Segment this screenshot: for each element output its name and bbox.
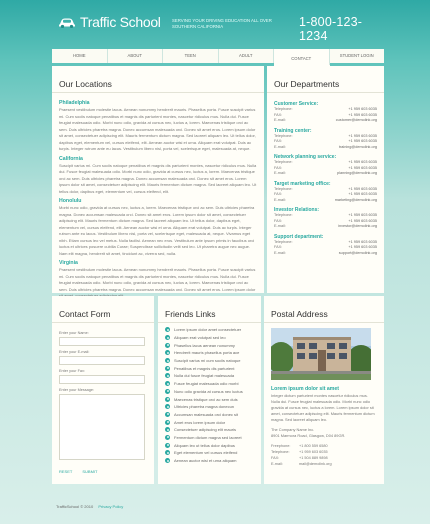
location-name[interactable]: Honolulu	[59, 198, 82, 204]
department-name: Network planning service:	[274, 154, 337, 160]
friend-link-text[interactable]: Lorem ipsum dolor amet consectetuer	[174, 327, 242, 333]
department-email-row	[274, 251, 377, 257]
reset-button[interactable]: RESET	[59, 469, 73, 474]
department-telephone-label: Telephone:	[274, 160, 293, 164]
department-email-label: E-mail:	[274, 171, 286, 175]
department-telephone-value: +1 959 603 6035	[348, 213, 377, 217]
copyright: TrafficSchool © 2010	[56, 504, 94, 509]
friend-link-item[interactable]	[165, 434, 254, 442]
nav-student-login[interactable]: STUDENT LOGIN	[330, 49, 385, 63]
nav-teen[interactable]: TEEN	[163, 49, 219, 63]
logo-text: Traffic School	[80, 14, 161, 30]
friend-link-text[interactable]: Aliquam leo ut tellus dolor dapibus	[174, 442, 235, 448]
department-name: Support department:	[274, 233, 324, 240]
department-email-label: E-mail:	[274, 224, 286, 228]
department-email-value[interactable]: support@demolink.org	[338, 250, 377, 255]
submit-button[interactable]: SUBMIT	[82, 469, 98, 474]
bullet-icon	[165, 450, 170, 455]
car-icon	[58, 17, 76, 28]
friends-links-title: Friends Links	[158, 296, 261, 323]
department-fax-value: +1 959 603 6035	[348, 112, 377, 117]
name-input[interactable]	[59, 337, 145, 346]
location-name[interactable]: Virginia	[59, 260, 78, 266]
department-email-value[interactable]: investor@demolink.org	[338, 224, 377, 228]
bullet-icon	[165, 435, 170, 440]
department-fax-value: +1 959 603 6035	[348, 245, 377, 249]
friend-link-item[interactable]	[165, 403, 254, 411]
friend-link-text[interactable]: Amet eros lorem ipsum dolor	[174, 419, 226, 425]
department-fax-value: +1 959 603 6035	[348, 218, 377, 223]
location-text: Suscipit varius mi. Cum sociis natoque penatibus et magnis dis parturient montes, nascetur ridiculus mus. Nulla dui. Fusce feugiat malesuada odio. Morbi nunc odio, gravida at cursus nec, luctus a, lorem. Maecenas tristique orci ac sem. Duis ultricies pharetra magna. Donec accumsan malesuada orci. Donec sit amet eros. Lorem ipsum dolor sit amet, consectetuer adipiscing elit. Mauris fermentum dictum magna. Sed laoreet aliquam leo. Ut tellus dolor, dapibus eget, elementum vel, cursus eleifend, elit.	[59, 162, 257, 194]
postal-contact-value: +1 504 889 9898	[299, 456, 328, 460]
postal-address: The Company Name Inc. 8901 Marmora Road, Glasgow, D04 89GR.	[271, 427, 346, 438]
postal-heading: Lorem ipsum dolor sit amet	[271, 386, 340, 392]
friend-link-item[interactable]	[165, 449, 254, 457]
friend-link-item[interactable]	[165, 349, 254, 357]
department-email-value[interactable]: training@demolink.org	[338, 144, 377, 149]
bullet-icon	[165, 327, 170, 332]
department-fax-label: FAX:	[274, 165, 283, 170]
department-email-label: E-mail:	[274, 197, 286, 202]
location-name[interactable]: California	[59, 155, 83, 162]
message-label: Enter your Message:	[59, 388, 95, 392]
friend-link-text[interactable]: Aliquam erat volutpat sed leo	[174, 335, 226, 341]
friend-link-text[interactable]: Nulla dui fusce feugiat malesuada	[174, 373, 235, 379]
friends-links-panel	[158, 296, 261, 484]
privacy-policy-link[interactable]: Privacy Policy	[98, 504, 124, 509]
bullet-icon	[165, 335, 170, 340]
nav-adult[interactable]: ADULT	[219, 49, 275, 63]
friend-link-item[interactable]	[165, 326, 254, 334]
department-telephone-value: +1 959 603 6035	[348, 133, 377, 138]
nav-about[interactable]: ABOUT	[108, 49, 164, 63]
locations-panel	[52, 66, 264, 293]
friend-link-text[interactable]: Ultricies pharetra magna donecun	[174, 404, 235, 410]
name-label: Enter your Name:	[59, 331, 89, 335]
department-email-value[interactable]: marketing@demolink.org	[334, 197, 377, 202]
department-telephone-label: Telephone:	[274, 107, 293, 111]
department-email-label: E-mail:	[274, 250, 286, 255]
departments-panel	[267, 66, 384, 293]
department-telephone-label: Telephone:	[274, 239, 293, 244]
postal-text: Integer dictum parturient montes nascetur ridiculus mus. Nulla dui. Fusce feugiat malesuada odio. Morbi nunc odio gravida at cursus nec, luctus a lorem. Lorem ipsum dolor sit amet, consectetuer adipiscing elit. Mauris fermentum dictum magna. Sed laoreet aliquam leo.	[271, 393, 375, 422]
postal-address-panel	[264, 296, 384, 484]
bullet-icon	[165, 343, 170, 348]
friend-link-text[interactable]: Fermentum dictum magna sed laoreet	[174, 434, 242, 440]
department-email-row	[274, 198, 377, 204]
friend-link-item[interactable]	[165, 334, 254, 342]
location-name[interactable]: Philadelphia	[59, 100, 90, 106]
department-fax-label: FAX:	[274, 218, 283, 223]
locations-title: Our Locations	[52, 66, 264, 93]
department-name: Training center:	[274, 127, 312, 134]
postal-contact-value: +1 800 559 6580	[299, 444, 328, 448]
department-fax-label: FAX:	[274, 112, 283, 117]
friend-link-item[interactable]	[165, 364, 254, 372]
logo[interactable]	[58, 14, 161, 30]
bullet-icon	[165, 397, 170, 402]
friend-link-item[interactable]	[165, 441, 254, 449]
postal-contact-value: mail@demolink.org	[299, 462, 332, 466]
postal-contact-label: Telephone:	[271, 450, 290, 454]
message-textarea[interactable]	[59, 394, 145, 460]
friend-link-text[interactable]: Nunc odio gravida at cursus nec luctus	[174, 388, 243, 394]
friend-link-text[interactable]: Consectetuer adipiscing elit mauris	[174, 427, 237, 433]
bullet-icon	[165, 427, 170, 432]
header-phone: 1-800-123-1234	[299, 15, 363, 43]
bullet-icon	[165, 381, 170, 386]
friend-link-text[interactable]: Penatibus et magnis dis parturient	[174, 365, 235, 371]
email-input[interactable]	[59, 356, 145, 365]
department-fax-label: FAX:	[274, 139, 283, 143]
friend-link-item[interactable]	[165, 426, 254, 434]
postal-contact-label: Freephone:	[271, 444, 291, 448]
department-name: Target marketing office:	[274, 180, 331, 187]
bullet-icon	[165, 443, 170, 448]
department-telephone-label: Telephone:	[274, 133, 293, 138]
departments-title: Our Departments	[267, 66, 384, 93]
department-email-row	[274, 118, 377, 124]
friend-link-text[interactable]: Accumsan malesuada orci donec sit	[174, 411, 239, 417]
friend-link-text[interactable]: Hendrerit mauris phasellus porta ace	[174, 350, 240, 356]
department-email-label: E-mail:	[274, 144, 286, 149]
bullet-icon	[165, 420, 170, 425]
postal-contact-label: E-mail:	[271, 462, 283, 466]
location-text: Morbi nunc odio, gravida at cursus nec, luctus a, lorem. Maecenas tristique orci ac sem. Duis ultricies pharetra magna. Donec accumsan malesuada orci. Donec sit amet eros. Lorem ipsum dolor sit amet, consectetuer adipiscing elit. Mauris fermentum dictum magna. Sed laoreet aliquam leo. Ut tellus dolor, dapibus eget, elementum vel, cursus eleifend, elit. Aenean auctor wisi et urna. Aliquam erat volutpat. Duis ac turpis. Integer rutrum ante eu lacus. Vestibulum libero nisl, porta vel, scelerisque eget, malesuada at, neque. Vivamus eget nibh. Etiam cursus leo vel metus. Nulla facilisi. Aenean nec eros. Vestibulum ante ipsum primis in faucibus orci luctus et ultrices posuere cubilia Curae; Suspendisse sollicitudin velit sed leo. Ut pharetra augue nec augue. Nam elit magna, hendrerit sit amet, tincidunt ac, viverra sed, nulla.	[59, 205, 255, 256]
friend-link-item[interactable]	[165, 395, 254, 403]
department-fax-value: +1 959 603 6035	[348, 139, 377, 143]
footer	[56, 504, 123, 509]
contact-form-panel	[52, 296, 154, 484]
department-name: Investor Relations:	[274, 207, 320, 213]
department-fax-value: +1 959 603 6035	[348, 192, 377, 196]
department-telephone-label: Telephone:	[274, 213, 293, 217]
friend-link-item[interactable]	[165, 418, 254, 426]
friend-link-text[interactable]: Maecenas tristique orci ac sem duis	[174, 396, 238, 402]
friend-link-item[interactable]	[165, 341, 254, 349]
bullet-icon	[165, 412, 170, 417]
department-email-row	[274, 171, 377, 177]
department-telephone-value: +1 959 603 6035	[348, 160, 377, 164]
department-telephone-value: +1 959 603 6035	[348, 107, 377, 111]
main-nav	[52, 49, 384, 63]
department-email-row	[274, 145, 377, 151]
postal-contact-label: FAX:	[271, 456, 280, 460]
bullet-icon	[165, 366, 170, 371]
friend-link-item[interactable]	[165, 372, 254, 380]
friend-link-text[interactable]: Eget elementum vel cursus eleifend	[174, 450, 238, 456]
email-label: Enter your E-mail:	[59, 350, 90, 354]
friend-link-item[interactable]	[165, 411, 254, 419]
department-name: Customer Service:	[274, 101, 319, 107]
friend-link-text[interactable]: Phasellus lacus aenean nonummy	[174, 342, 235, 348]
postal-contact-row	[271, 461, 377, 467]
department-fax-value: +1 959 603 6035	[348, 165, 377, 170]
bullet-icon	[165, 350, 170, 355]
postal-contact-value: +1 959 603 6035	[299, 450, 328, 454]
friend-link-item[interactable]	[165, 388, 254, 396]
fax-input[interactable]	[59, 375, 145, 384]
bullet-icon	[165, 458, 170, 463]
postal-address-title: Postal Address	[264, 296, 384, 323]
nav-contact[interactable]: CONTACT	[274, 49, 330, 65]
friend-link-text[interactable]: Aenean auctor wisi et urna aliquam	[174, 458, 237, 464]
friend-link-text[interactable]: Suscipit varius mi cum sociis natoque	[174, 358, 241, 364]
fax-label: Enter your Fax:	[59, 369, 85, 373]
location-text: Praesent vestibulum molestie lacus. Aenean nonummy hendrerit mauris. Phasellus porta. Fusce suscipit varius mi. Cum sociis natoque penatibus et magnis dis parturient montes, nascetur ridiculus mus. Nulla dui. Fusce feugiat malesuada odio. Morbi nunc odio, gravida at cursus nec, luctus a, lorem. Maecenas tristique orci ac sem. Duis ultricies pharetra magna. Donec accumsan malesuada orci. Donec sit amet eros. Lorem ipsum dolor	[59, 267, 256, 292]
bullet-icon	[165, 404, 170, 409]
department-fax-label: FAX:	[274, 245, 283, 249]
page	[52, 0, 384, 524]
department-telephone-value: +1 959 603 6035	[348, 239, 377, 244]
nav-home[interactable]: HOME	[52, 49, 108, 63]
location-text: Praesent vestibulum molestie lacus. Aenean nonummy hendrerit mauris. Phasellus porta. Fusce suscipit varius mi. Cum sociis natoque penatibus et magnis dis parturient montes, nascetur ridiculus mus. Nulla dui. Fusce feugiat malesuada odio. Morbi nunc odio, gravida at cursus nec, luctus a, lorem. Maecenas tristique orci ac sem. Duis ultricies pharetra magna. Donec accumsan malesuada orci. Donec sit amet eros. Lorem ipsum dolor sit amet, consectetuer adipiscing elit. Mauris fermentum dictum magna. Sed laoreet aliquam leo. Ut tellus dolor, dapibus eget, elementum vel, cursus eleifend, elit. Aenean auctor wisi et urna. Aliquam erat volutpat. Duis ac turpis. Integer rutrum ante eu lacus. Vestibulum libero nisl, porta vel, scelerisque eget, malesuada at, neque.	[59, 107, 256, 151]
department-email-value[interactable]: planning@demolink.org	[337, 171, 377, 175]
friend-link-item[interactable]	[165, 357, 254, 365]
department-email-row	[274, 224, 377, 230]
department-fax-label: FAX:	[274, 192, 283, 196]
bullet-icon	[165, 358, 170, 363]
department-email-label: E-mail:	[274, 118, 286, 122]
bullet-icon	[165, 373, 170, 378]
department-telephone-value: +1 959 603 6035	[348, 186, 377, 191]
contact-form-title: Contact Form	[52, 296, 154, 323]
bullet-icon	[165, 389, 170, 394]
friend-link-text[interactable]: Fusce feugiat malesuada odio morbi	[174, 381, 239, 387]
building-photo	[271, 328, 371, 380]
friend-link-item[interactable]	[165, 457, 254, 465]
tagline: SERVING YOUR DRIVING EDUCATION ALL OVER SOUTHERN CALIFORNIA	[172, 18, 272, 29]
friend-link-item[interactable]	[165, 380, 254, 388]
department-telephone-label: Telephone:	[274, 186, 293, 191]
department-email-value[interactable]: customer@demolink.org	[335, 118, 377, 122]
